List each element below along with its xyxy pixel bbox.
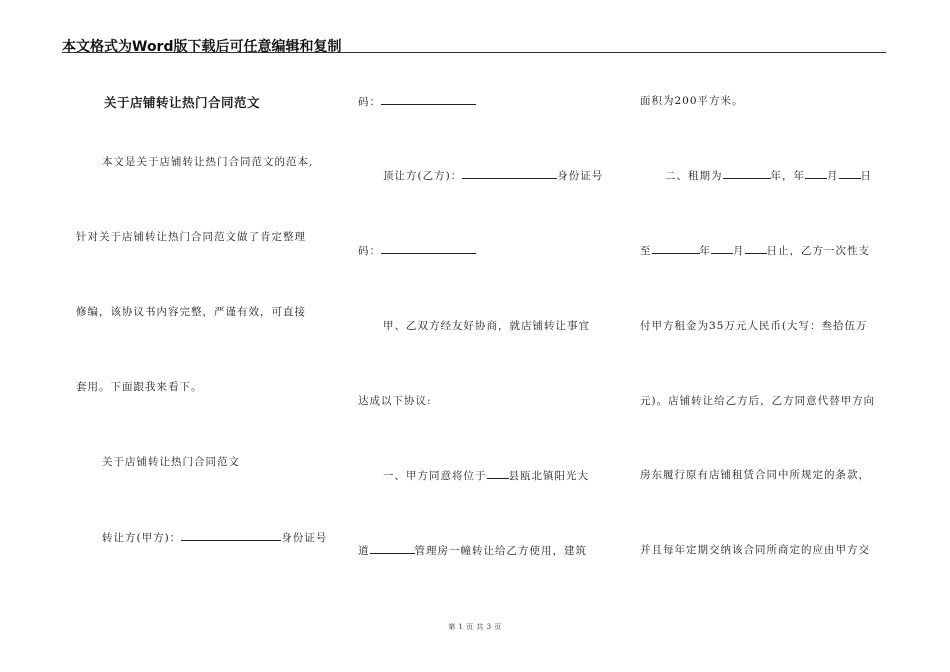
transferee-label: 顶让方(乙方)：	[383, 170, 463, 182]
transferee-line	[383, 167, 603, 183]
id-label: 身份证号	[557, 170, 604, 182]
clause-1-line	[383, 467, 589, 483]
blank-field	[723, 167, 771, 179]
id-number-line	[358, 242, 476, 258]
code-label: 码：	[358, 96, 381, 108]
clause-text: 管理房一幢转让给乙方使用，建筑	[414, 545, 587, 557]
paragraph-line: 房东履行原有店铺租赁合同中所规定的条款，	[640, 469, 870, 481]
id-label: 身份证号	[281, 532, 328, 544]
blank-field	[487, 467, 509, 479]
clause-text: 日止，乙方一次性支	[766, 245, 870, 257]
paragraph-line: 套用。下面跟我来看下。	[76, 381, 203, 393]
transferor-line	[102, 529, 327, 545]
clause-1-line	[358, 542, 587, 558]
clause-text: 年	[699, 245, 711, 257]
blank-field	[381, 242, 476, 254]
paragraph-line: 付甲方租金为35万元人民币(大写：叁拾伍万	[640, 320, 868, 332]
blank-field	[839, 167, 861, 179]
clause-text: 至	[640, 245, 652, 257]
blank-field	[711, 242, 733, 254]
header-divider	[62, 52, 886, 53]
paragraph-line: 面积为200平方米。	[640, 95, 744, 107]
blank-field	[462, 167, 557, 179]
clause-text: 县瓯北镇阳光大	[508, 470, 589, 482]
paragraph-line: 本文是关于店铺转让热门合同范文的范本,	[102, 156, 314, 168]
lease-term-line	[665, 167, 872, 183]
clause-text: 二、租期为	[665, 170, 723, 182]
blank-field	[652, 242, 700, 254]
clause-text: 日	[860, 170, 872, 182]
lease-term-line	[640, 242, 870, 258]
paragraph-line: 修编，该协议书内容完整，严谨有效，可直接	[76, 306, 306, 318]
document-title: 关于店铺转让热门合同范文	[104, 95, 261, 110]
paragraph-line: 甲、乙双方经友好协商，就店铺转让事宜	[383, 320, 590, 332]
blank-field	[181, 529, 281, 541]
clause-text: 月	[733, 245, 745, 257]
section-heading: 关于店铺转让热门合同范文	[102, 456, 240, 468]
clause-text: 道	[358, 545, 370, 557]
paragraph-line: 达成以下协议:	[358, 395, 432, 407]
clause-text: 年，年	[770, 170, 805, 182]
paragraph-line: 并且每年定期交纳该合同所商定的应由甲方交	[640, 544, 870, 556]
blank-field	[805, 167, 827, 179]
blank-field	[745, 242, 767, 254]
clause-text: 月	[827, 170, 839, 182]
clause-text: 一、甲方同意将位于	[383, 470, 487, 482]
blank-field	[381, 93, 476, 105]
paragraph-line: 针对关于店铺转让热门合同范文做了肯定整理	[76, 231, 306, 243]
blank-field	[370, 542, 415, 554]
transferor-label: 转让方(甲方)：	[102, 532, 182, 544]
page-number: 第 1 页 共 3 页	[448, 623, 502, 631]
code-label: 码：	[358, 245, 381, 257]
page-header: 本文格式为Word版下载后可任意编辑和复制	[62, 39, 342, 55]
id-number-line	[358, 93, 476, 109]
paragraph-line: 元)。店铺转让给乙方后，乙方同意代替甲方向	[640, 395, 876, 407]
